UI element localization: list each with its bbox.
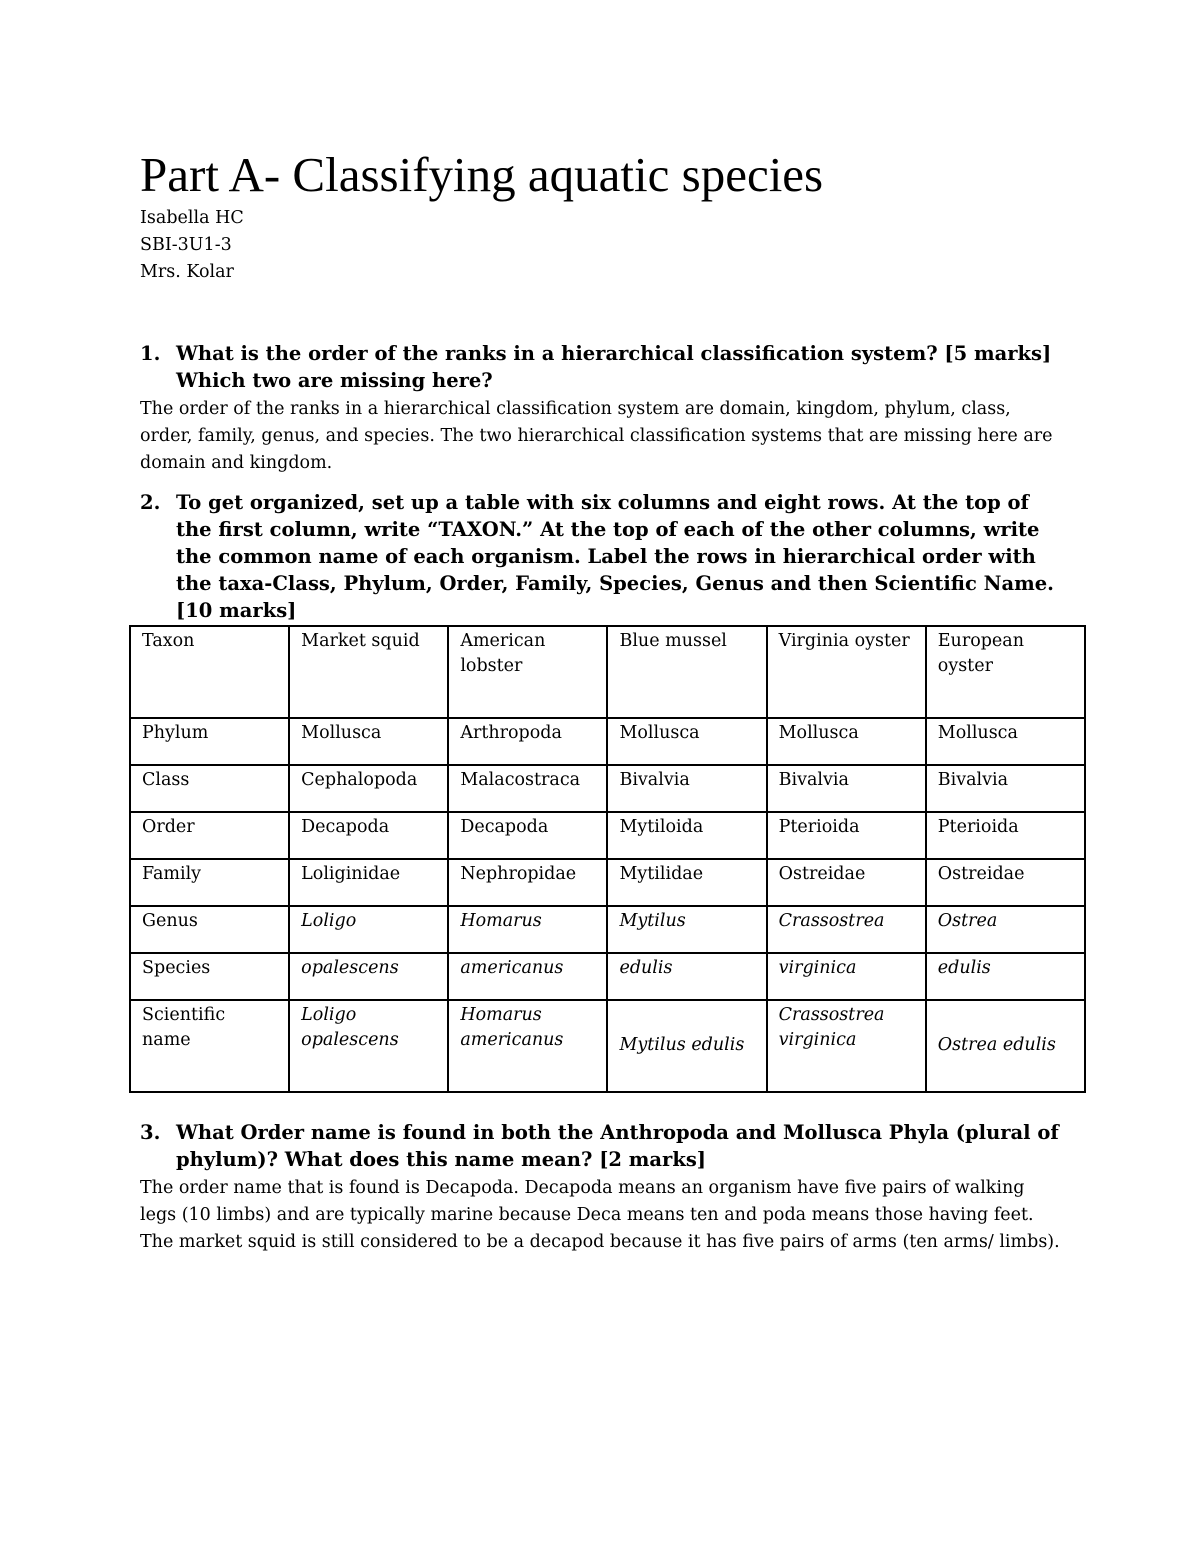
question-3-answer: The order name that is found is Decapoda. Decapoda means an organism have five pairs of walking legs (10 limbs) and are typically marine because Deca means ten and poda means those having feet. The market squid is still considered to be a decapod because it has five pairs of arms (ten arms/ limbs). xyxy=(140,1178,1060,1252)
question-1-number: 1. xyxy=(140,342,161,365)
question-3 xyxy=(140,1119,1060,1256)
table-row-genus xyxy=(130,906,1085,953)
author-block xyxy=(140,205,244,286)
table-cell: Loligo xyxy=(289,906,448,953)
taxonomy-table xyxy=(129,625,1086,1093)
table-cell: Crassostrea virginica xyxy=(767,1000,926,1092)
table-cell: edulis xyxy=(926,953,1085,1000)
table-cell: Malacostraca xyxy=(448,765,607,812)
table-cell: Decapoda xyxy=(448,812,607,859)
table-cell: Mollusca xyxy=(607,718,766,765)
table-header-row xyxy=(130,626,1085,718)
table-cell: edulis xyxy=(607,953,766,1000)
table-cell: Arthropoda xyxy=(448,718,607,765)
question-2 xyxy=(140,489,1060,624)
table-cell: virginica xyxy=(767,953,926,1000)
table-cell: Bivalvia xyxy=(926,765,1085,812)
question-1 xyxy=(140,340,1060,477)
table-cell: Mollusca xyxy=(767,718,926,765)
question-1-answer: The order of the ranks in a hierarchical classification system are domain, kingdom, phylum, class, order, family, genus, and species. The two hierarchical classification systems that are missing here are domain and kingdom. xyxy=(140,399,1053,473)
table-row-order xyxy=(130,812,1085,859)
table-cell: Loligo opalescens xyxy=(289,1000,448,1092)
table-row-species xyxy=(130,953,1085,1000)
table-cell: Decapoda xyxy=(289,812,448,859)
table-cell: Loliginidae xyxy=(289,859,448,906)
question-1-text: What is the order of the ranks in a hierarchical classification system? [5 marks] Which two are missing here? xyxy=(176,342,1052,392)
table-cell: americanus xyxy=(448,953,607,1000)
row-label: Order xyxy=(130,812,289,859)
table-cell: Nephropidae xyxy=(448,859,607,906)
row-label: Scientific name xyxy=(130,1000,289,1092)
table-cell: Mollusca xyxy=(289,718,448,765)
table-row-scientific-name xyxy=(130,1000,1085,1092)
table-cell: Ostrea edulis xyxy=(926,1000,1085,1092)
table-cell: Homarus americanus xyxy=(448,1000,607,1092)
table-cell: Pterioida xyxy=(767,812,926,859)
row-label: Class xyxy=(130,765,289,812)
table-cell: Cephalopoda xyxy=(289,765,448,812)
row-label: Phylum xyxy=(130,718,289,765)
table-header-cell: American lobster xyxy=(448,626,607,718)
table-cell: Crassostrea xyxy=(767,906,926,953)
table-cell: opalescens xyxy=(289,953,448,1000)
course-code: SBI-3U1-3 xyxy=(140,235,232,255)
question-3-text: What Order name is found in both the Anthropoda and Mollusca Phyla (plural of phylum)? What does this name mean? [2 marks] xyxy=(176,1121,1059,1171)
table-header-cell: Taxon xyxy=(130,626,289,718)
table-row-family xyxy=(130,859,1085,906)
table-header-cell: European oyster xyxy=(926,626,1085,718)
row-label: Species xyxy=(130,953,289,1000)
row-label: Genus xyxy=(130,906,289,953)
student-name: Isabella HC xyxy=(140,208,244,228)
table-header-cell: Virginia oyster xyxy=(767,626,926,718)
table-header-cell: Market squid xyxy=(289,626,448,718)
table-cell: Mytilus xyxy=(607,906,766,953)
row-label: Family xyxy=(130,859,289,906)
question-2-number: 2. xyxy=(140,491,161,514)
table-row-class xyxy=(130,765,1085,812)
question-2-text: To get organized, set up a table with six columns and eight rows. At the top of the first column, write “TAXON.” At the top of each of the other columns, write the common name of each organism. Label the rows in hierarchical order with the taxa-Class, Phylum, Order, Family, Species, Genus and then Scientific Name. [10 marks] xyxy=(176,491,1054,622)
table-header-cell: Blue mussel xyxy=(607,626,766,718)
table-cell: Mytilidae xyxy=(607,859,766,906)
table-cell: Mytilus edulis xyxy=(607,1000,766,1092)
table-cell: Ostrea xyxy=(926,906,1085,953)
teacher-name: Mrs. Kolar xyxy=(140,262,234,282)
table-cell: Pterioida xyxy=(926,812,1085,859)
table-cell: Bivalvia xyxy=(607,765,766,812)
table-cell: Ostreidae xyxy=(767,859,926,906)
question-3-number: 3. xyxy=(140,1121,161,1144)
table-cell: Bivalvia xyxy=(767,765,926,812)
table-cell: Ostreidae xyxy=(926,859,1085,906)
table-cell: Homarus xyxy=(448,906,607,953)
table-cell: Mollusca xyxy=(926,718,1085,765)
page-title: Part A- Classifying aquatic species xyxy=(140,147,824,202)
table-cell: Mytiloida xyxy=(607,812,766,859)
table-row-phylum xyxy=(130,718,1085,765)
